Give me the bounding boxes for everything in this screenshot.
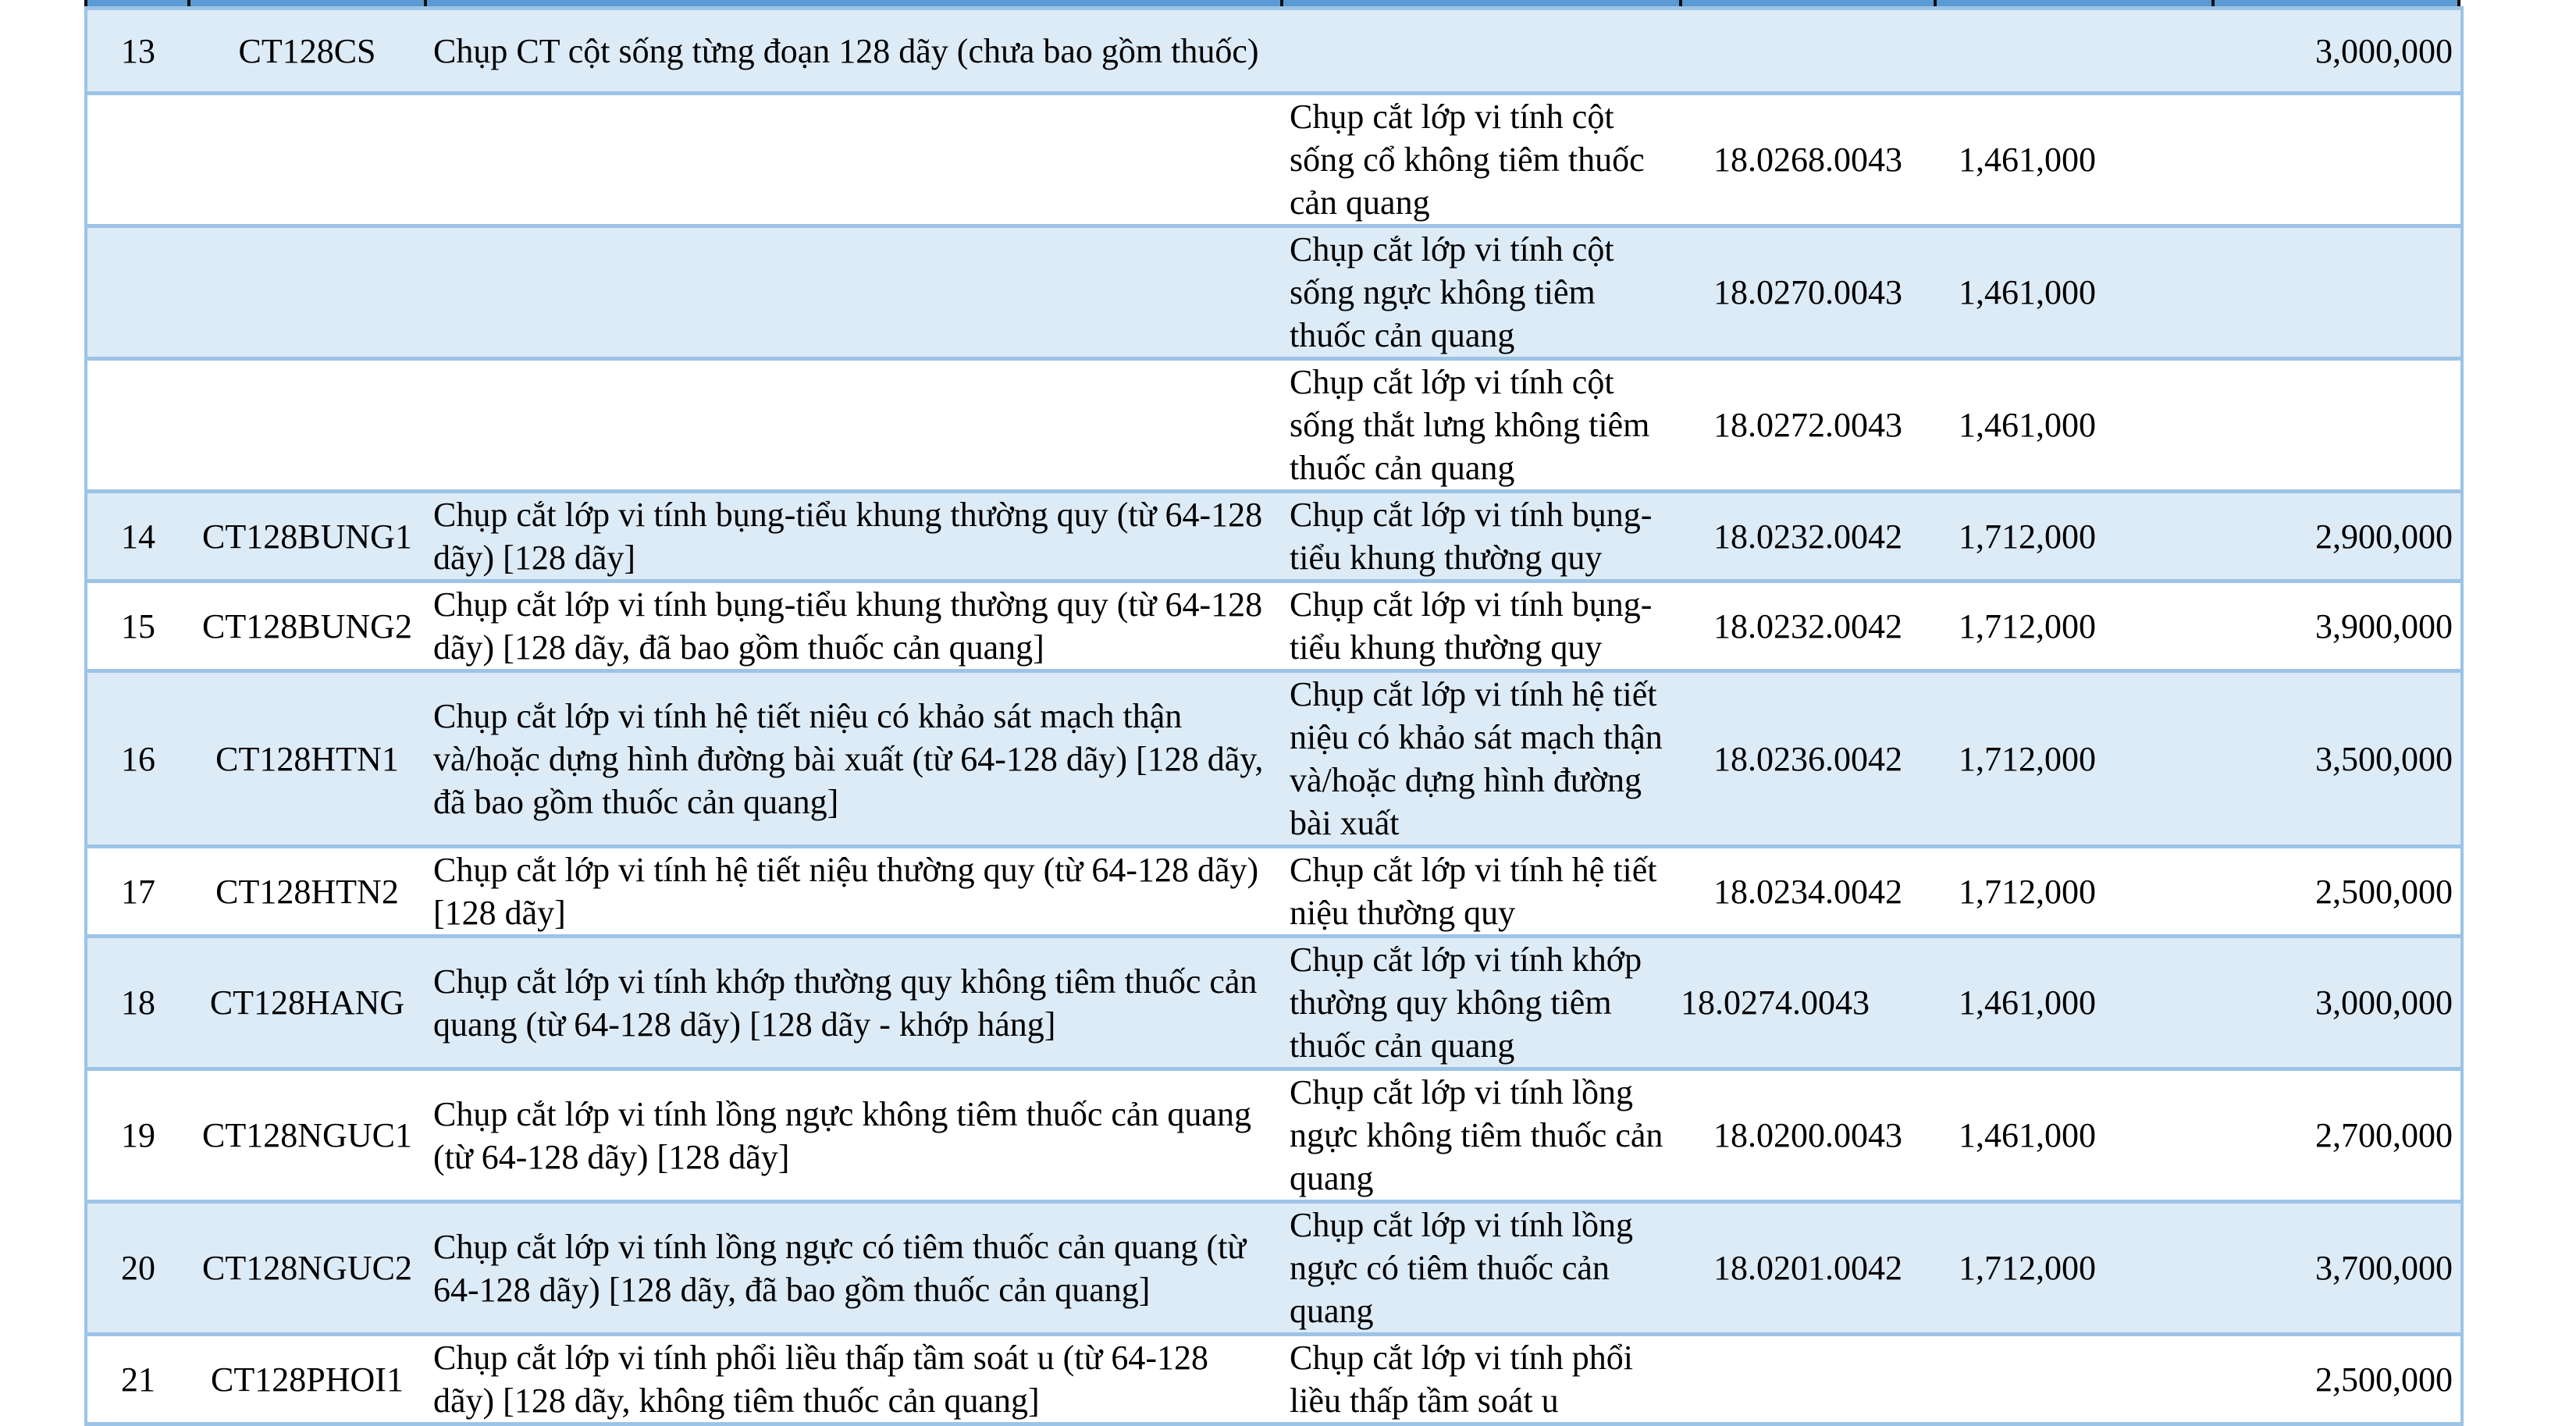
insurance-price-cell	[1935, 9, 2213, 94]
row-number-cell: 18	[86, 937, 189, 1069]
service-name-cell: Chụp cắt lớp vi tính phổi liều thấp tầm soát u (từ 64-128 dãy) [128 dãy, không tiêm thuốc cản quang]	[425, 1335, 1282, 1424]
insurance-service-name-cell	[1282, 9, 1681, 94]
insurance-service-name-cell: Chụp cắt lớp vi tính phổi liều thấp tầm soát u	[1282, 1335, 1681, 1424]
service-name-cell: Chụp cắt lớp vi tính lồng ngực không tiêm thuốc cản quang (từ 64-128 dãy) [128 dãy]	[425, 1069, 1282, 1202]
service-code-cell: CT128NGUC1	[189, 1069, 425, 1202]
insurance-service-name-cell: Chụp cắt lớp vi tính khớp thường quy không tiêm thuốc cản quang	[1282, 937, 1681, 1069]
service-name-cell: Chụp cắt lớp vi tính lồng ngực có tiêm thuốc cản quang (từ 64-128 dãy) [128 dãy, đã bao gồm thuốc cản quang]	[425, 1202, 1282, 1335]
insurance-code-cell: 18.0201.0042	[1681, 1202, 1935, 1335]
insurance-price-cell: 1,712,000	[1935, 671, 2213, 847]
service-code-cell: CT128PHOI1	[189, 1335, 425, 1424]
insurance-code-cell	[1681, 1335, 1935, 1424]
service-price-cell	[2213, 94, 2462, 226]
insurance-code-cell: 18.0234.0042	[1681, 847, 1935, 937]
service-name-cell: Chụp cắt lớp vi tính hệ tiết niệu có khảo sát mạch thận và/hoặc dựng hình đường bài xuất (từ 64-128 dãy) [128 dãy, đã bao gồm thuốc cản quang]	[425, 671, 1282, 847]
insurance-price-cell: 1,712,000	[1935, 1202, 2213, 1335]
table-row	[86, 94, 2462, 226]
insurance-price-cell: 1,461,000	[1935, 94, 2213, 226]
table-row	[86, 671, 2462, 847]
service-price-cell	[2213, 359, 2462, 492]
insurance-price-cell: 1,461,000	[1935, 937, 2213, 1069]
service-code-cell: CT128HTN2	[189, 847, 425, 937]
insurance-price-cell: 1,712,000	[1935, 847, 2213, 937]
insurance-price-cell: 1,712,000	[1935, 492, 2213, 581]
service-name-cell	[425, 359, 1282, 492]
table-row	[86, 1335, 2462, 1424]
insurance-code-cell: 18.0268.0043	[1681, 94, 1935, 226]
insurance-code-cell: 18.0236.0042	[1681, 671, 1935, 847]
insurance-price-cell	[1935, 1335, 2213, 1424]
row-number-cell: 13	[86, 9, 189, 94]
insurance-code-cell: 18.0200.0043	[1681, 1069, 1935, 1202]
service-price-cell: 3,900,000	[2213, 581, 2462, 671]
row-number-cell	[86, 359, 189, 492]
insurance-service-name-cell: Chụp cắt lớp vi tính lồng ngực không tiêm thuốc cản quang	[1282, 1069, 1681, 1202]
service-name-cell: Chụp cắt lớp vi tính bụng-tiểu khung thường quy (từ 64-128 dãy) [128 dãy, đã bao gồm thuốc cản quang]	[425, 581, 1282, 671]
service-name-cell: Chụp cắt lớp vi tính bụng-tiểu khung thường quy (từ 64-128 dãy) [128 dãy]	[425, 492, 1282, 581]
row-number-cell: 20	[86, 1202, 189, 1335]
service-price-cell: 3,000,000	[2213, 937, 2462, 1069]
service-code-cell: CT128BUNG2	[189, 581, 425, 671]
service-price-cell: 2,900,000	[2213, 492, 2462, 581]
service-price-cell: 3,000,000	[2213, 9, 2462, 94]
table-row	[86, 1202, 2462, 1335]
service-code-cell: CT128CS	[189, 9, 425, 94]
service-price-cell: 2,500,000	[2213, 1335, 2462, 1424]
service-name-cell: Chụp cắt lớp vi tính khớp thường quy không tiêm thuốc cản quang (từ 64-128 dãy) [128 dãy - khớp háng]	[425, 937, 1282, 1069]
table-row	[86, 9, 2462, 94]
service-code-cell: CT128HANG	[189, 937, 425, 1069]
service-code-cell	[189, 359, 425, 492]
insurance-service-name-cell: Chụp cắt lớp vi tính cột sống cổ không tiêm thuốc cản quang	[1282, 94, 1681, 226]
row-number-cell	[86, 226, 189, 359]
insurance-service-name-cell: Chụp cắt lớp vi tính cột sống thắt lưng không tiêm thuốc cản quang	[1282, 359, 1681, 492]
insurance-service-name-cell: Chụp cắt lớp vi tính cột sống ngực không tiêm thuốc cản quang	[1282, 226, 1681, 359]
insurance-price-cell: 1,712,000	[1935, 581, 2213, 671]
insurance-code-cell: 18.0274.0043	[1681, 937, 1935, 1069]
row-number-cell	[86, 94, 189, 226]
table-row	[86, 226, 2462, 359]
service-price-cell: 2,700,000	[2213, 1069, 2462, 1202]
service-price-cell: 3,500,000	[2213, 671, 2462, 847]
row-number-cell: 21	[86, 1335, 189, 1424]
service-code-cell: CT128NGUC2	[189, 1202, 425, 1335]
row-number-cell: 16	[86, 671, 189, 847]
insurance-service-name-cell: Chụp cắt lớp vi tính bụng-tiểu khung thường quy	[1282, 492, 1681, 581]
service-code-cell	[189, 94, 425, 226]
insurance-code-cell	[1681, 9, 1935, 94]
insurance-service-name-cell: Chụp cắt lớp vi tính hệ tiết niệu thường quy	[1282, 847, 1681, 937]
table-row	[86, 492, 2462, 581]
row-number-cell: 15	[86, 581, 189, 671]
insurance-service-name-cell: Chụp cắt lớp vi tính hệ tiết niệu có khảo sát mạch thận và/hoặc dựng hình đường bài xuất	[1282, 671, 1681, 847]
row-number-cell: 19	[86, 1069, 189, 1202]
service-name-cell: Chụp cắt lớp vi tính hệ tiết niệu thường quy (từ 64-128 dãy) [128 dãy]	[425, 847, 1282, 937]
table-row	[86, 1069, 2462, 1202]
service-name-cell: Chụp CT cột sống từng đoạn 128 dãy (chưa bao gồm thuốc)	[425, 9, 1282, 94]
price-table	[84, 6, 2464, 1426]
row-number-cell: 14	[86, 492, 189, 581]
service-name-cell	[425, 94, 1282, 226]
insurance-code-cell: 18.0232.0042	[1681, 492, 1935, 581]
table-row	[86, 847, 2462, 937]
insurance-service-name-cell: Chụp cắt lớp vi tính lồng ngực có tiêm thuốc cản quang	[1282, 1202, 1681, 1335]
service-code-cell: CT128HTN1	[189, 671, 425, 847]
table-row	[86, 359, 2462, 492]
table-row	[86, 937, 2462, 1069]
service-price-cell: 2,500,000	[2213, 847, 2462, 937]
insurance-price-cell: 1,461,000	[1935, 359, 2213, 492]
insurance-code-cell: 18.0272.0043	[1681, 359, 1935, 492]
service-name-cell	[425, 226, 1282, 359]
insurance-service-name-cell: Chụp cắt lớp vi tính bụng-tiểu khung thường quy	[1282, 581, 1681, 671]
insurance-code-cell: 18.0232.0042	[1681, 581, 1935, 671]
service-price-cell	[2213, 226, 2462, 359]
insurance-code-cell: 18.0270.0043	[1681, 226, 1935, 359]
insurance-price-cell: 1,461,000	[1935, 1069, 2213, 1202]
insurance-price-cell: 1,461,000	[1935, 226, 2213, 359]
service-code-cell: CT128BUNG1	[189, 492, 425, 581]
service-code-cell	[189, 226, 425, 359]
service-price-cell: 3,700,000	[2213, 1202, 2462, 1335]
row-number-cell: 17	[86, 847, 189, 937]
table-row	[86, 581, 2462, 671]
